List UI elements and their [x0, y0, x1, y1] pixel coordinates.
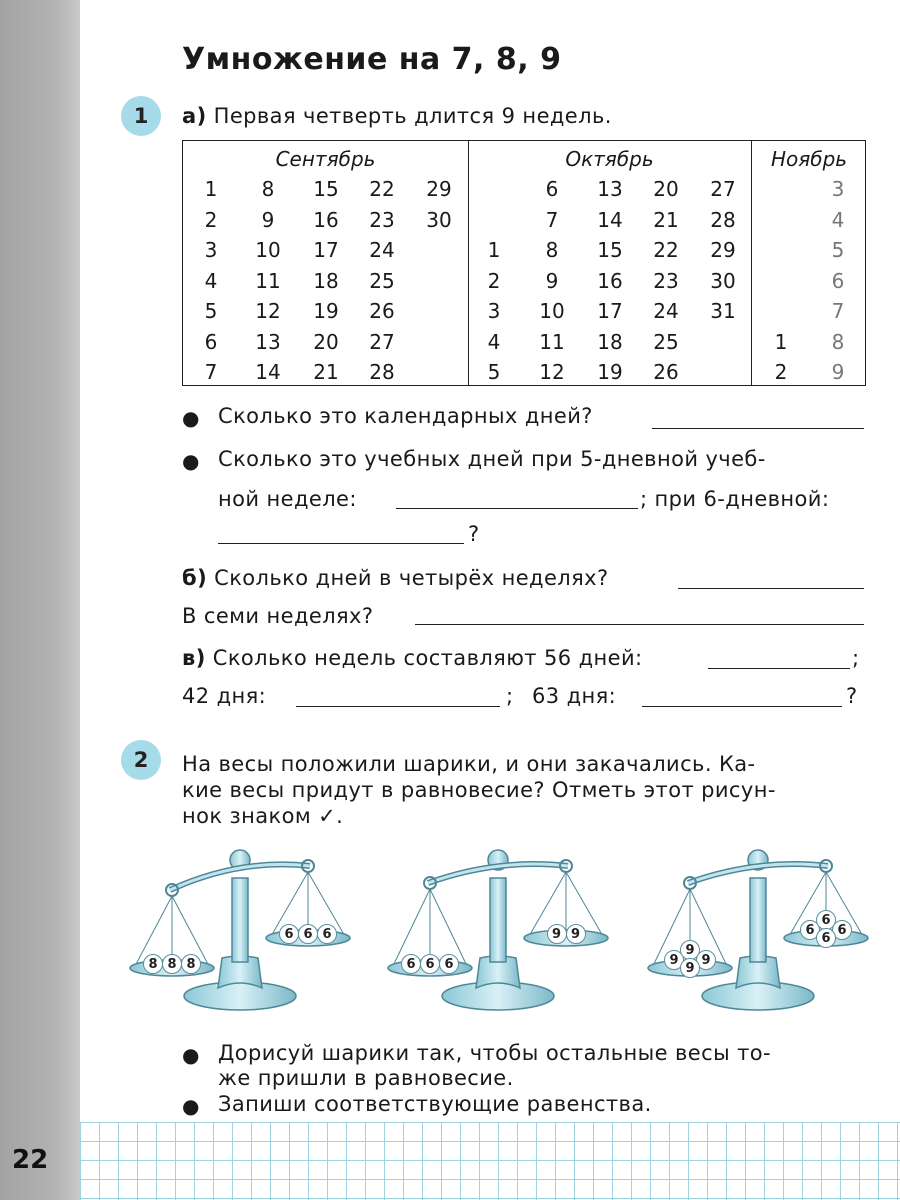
answer-line[interactable] — [396, 508, 638, 509]
ball-left: 6 — [401, 954, 421, 974]
month-november: Ноябрь — [770, 147, 848, 171]
calendar-day-october: 26 — [653, 360, 679, 384]
part-a-label: а) — [182, 104, 207, 128]
calendar-day-october: 1 — [487, 238, 501, 262]
task-number-badge-2: 2 — [121, 740, 161, 780]
ball-right: 9 — [566, 924, 586, 944]
calendar-day-september: 18 — [313, 268, 339, 293]
calendar-day-september: 23 — [369, 207, 395, 232]
calendar-day-september: 6 — [204, 329, 218, 354]
calendar-divider — [751, 141, 752, 385]
ball-left: 9 — [680, 940, 700, 960]
part-c-63: 63 дня: — [532, 684, 617, 708]
squared-grid-area[interactable] — [80, 1122, 900, 1200]
month-october: Октябрь — [565, 147, 654, 171]
ball-right: 6 — [816, 928, 836, 948]
calendar-day-september: 29 — [426, 177, 452, 201]
answer-line[interactable] — [678, 588, 864, 589]
ball-right: 6 — [816, 910, 836, 930]
calendar-table — [182, 140, 866, 386]
calendar-day-september: 16 — [313, 207, 339, 232]
ball-right: 6 — [832, 920, 852, 940]
calendar-day-september: 5 — [204, 299, 218, 323]
question-calendar-days: Сколько это календарных дней? — [218, 404, 593, 428]
calendar-day-november: 6 — [831, 268, 845, 293]
answer-line[interactable] — [642, 706, 842, 707]
bullet2: Запиши соответствующие равенства. — [218, 1092, 652, 1116]
part-c-text: Сколько недель составляют 56 дней: — [212, 646, 643, 670]
calendar-day-september: 22 — [369, 177, 395, 201]
ball-left: 9 — [664, 950, 684, 970]
ball-right: 6 — [298, 924, 318, 944]
calendar-day-october: 20 — [653, 177, 679, 201]
calendar-divider — [468, 141, 469, 385]
calendar-day-september: 10 — [255, 238, 281, 262]
question-school-days-line1: Сколько это учебных дней при 5-дневной учеб- — [218, 447, 766, 471]
answer-line[interactable] — [415, 624, 864, 625]
calendar-day-october: 2 — [487, 268, 501, 293]
calendar-day-september: 7 — [204, 360, 218, 384]
calendar-day-september: 3 — [204, 238, 218, 262]
task2-line2: кие весы придут в равновесие? Отметь этот рисун- — [182, 778, 776, 802]
part-b-label: б) — [182, 566, 208, 590]
calendar-day-october: 25 — [653, 329, 679, 354]
bullet: ● — [182, 406, 200, 430]
calendar-day-september: 15 — [313, 177, 339, 201]
calendar-day-october: 30 — [710, 268, 736, 293]
calendar-day-november: 3 — [831, 177, 845, 201]
ball-left: 9 — [680, 958, 700, 978]
ball-right: 6 — [800, 920, 820, 940]
calendar-day-october: 29 — [710, 238, 736, 262]
calendar-day-september: 8 — [261, 177, 275, 201]
ball-left: 6 — [439, 954, 459, 974]
calendar-day-september: 21 — [313, 360, 339, 384]
calendar-day-october: 18 — [597, 329, 623, 354]
calendar-day-october: 27 — [710, 177, 736, 201]
task1-part-a — [182, 104, 612, 128]
calendar-day-september: 9 — [261, 207, 275, 232]
calendar-day-november: 5 — [831, 238, 845, 262]
answer-line[interactable] — [652, 428, 864, 429]
calendar-day-september: 4 — [204, 268, 218, 293]
calendar-day-october: 31 — [710, 299, 736, 323]
calendar-day-november: 7 — [831, 299, 845, 323]
calendar-day-october: 15 — [597, 238, 623, 262]
calendar-day-november: 8 — [831, 329, 845, 354]
ball-left: 8 — [162, 954, 182, 974]
calendar-day-november: 2 — [774, 360, 788, 384]
ball-left: 6 — [420, 954, 440, 974]
part-c-end2: ? — [846, 684, 858, 708]
calendar-day-september: 25 — [369, 268, 395, 293]
calendar-day-october: 16 — [597, 268, 623, 293]
calendar-day-october: 4 — [487, 329, 501, 354]
ball-right: 6 — [279, 924, 299, 944]
bullet: ● — [182, 1043, 200, 1067]
question-school-days-line2b: ; при 6-дневной: — [640, 487, 830, 511]
calendar-day-october: 14 — [597, 207, 623, 232]
answer-line[interactable] — [708, 668, 850, 669]
calendar-day-october: 24 — [653, 299, 679, 323]
calendar-day-november: 9 — [831, 360, 845, 384]
calendar-day-october: 19 — [597, 360, 623, 384]
answer-line[interactable] — [296, 706, 500, 707]
calendar-day-september: 11 — [255, 268, 281, 293]
month-september: Сентябрь — [275, 147, 376, 171]
calendar-day-october: 3 — [487, 299, 501, 323]
task-number-badge-1: 1 — [121, 96, 161, 136]
calendar-day-november: 4 — [831, 207, 845, 232]
calendar-day-october: 7 — [545, 207, 559, 232]
calendar-day-october: 23 — [653, 268, 679, 293]
part-c-label: в) — [182, 646, 206, 670]
calendar-day-september: 12 — [255, 299, 281, 323]
book-spine — [0, 0, 80, 1200]
task2-line3: нок знаком ✓. — [182, 804, 344, 828]
part-c-sep: ; — [506, 684, 514, 708]
calendar-day-october: 13 — [597, 177, 623, 201]
calendar-day-september: 20 — [313, 329, 339, 354]
balance-scale[interactable] — [120, 838, 360, 1018]
task1-part-c — [182, 646, 642, 670]
part-a-text: Первая четверть длится 9 недель. — [213, 104, 612, 128]
calendar-day-september: 28 — [369, 360, 395, 384]
task2-line1: На весы положили шарики, и они закачались. Ка- — [182, 752, 756, 776]
part-b-text: Сколько дней в четырёх неделях? — [214, 566, 609, 590]
calendar-day-september: 24 — [369, 238, 395, 262]
ball-left: 8 — [143, 954, 163, 974]
calendar-day-october: 28 — [710, 207, 736, 232]
answer-line[interactable] — [218, 543, 464, 544]
bullet: ● — [182, 449, 200, 473]
calendar-day-october: 21 — [653, 207, 679, 232]
calendar-day-september: 26 — [369, 299, 395, 323]
question-end-mark: ? — [468, 522, 480, 546]
balance-scale[interactable] — [378, 838, 618, 1018]
part-b-text2: В семи неделях? — [182, 604, 374, 628]
bullet1-line2: же пришли в равновесие. — [218, 1066, 514, 1090]
calendar-day-october: 6 — [545, 177, 559, 201]
calendar-day-october: 17 — [597, 299, 623, 323]
bullet1-line1: Дорисуй шарики так, чтобы остальные весы то- — [218, 1041, 771, 1065]
ball-left: 8 — [181, 954, 201, 974]
calendar-day-october: 12 — [539, 360, 565, 384]
part-c-42: 42 дня: — [182, 684, 267, 708]
calendar-day-september: 13 — [255, 329, 281, 354]
question-school-days-line2a: ной неделе: — [218, 487, 357, 511]
calendar-day-october: 9 — [545, 268, 559, 293]
calendar-day-october: 10 — [539, 299, 565, 323]
calendar-day-october: 8 — [545, 238, 559, 262]
page-number: 22 — [12, 1145, 49, 1175]
calendar-day-november: 1 — [774, 329, 788, 354]
calendar-day-september: 2 — [204, 207, 218, 232]
balance-scale[interactable] — [638, 838, 878, 1018]
calendar-day-september: 30 — [426, 207, 452, 232]
ball-right: 9 — [547, 924, 567, 944]
part-c-end1: ; — [852, 646, 860, 670]
task1-part-b — [182, 566, 609, 590]
calendar-day-september: 27 — [369, 329, 395, 354]
calendar-day-september: 14 — [255, 360, 281, 384]
calendar-day-october: 5 — [487, 360, 501, 384]
calendar-day-october: 11 — [539, 329, 565, 354]
ball-right: 6 — [317, 924, 337, 944]
ball-left: 9 — [696, 950, 716, 970]
bullet: ● — [182, 1094, 200, 1118]
page-title: Умножение на 7, 8, 9 — [182, 42, 562, 77]
calendar-day-october: 22 — [653, 238, 679, 262]
calendar-day-september: 19 — [313, 299, 339, 323]
calendar-day-september: 17 — [313, 238, 339, 262]
calendar-day-september: 1 — [204, 177, 218, 201]
